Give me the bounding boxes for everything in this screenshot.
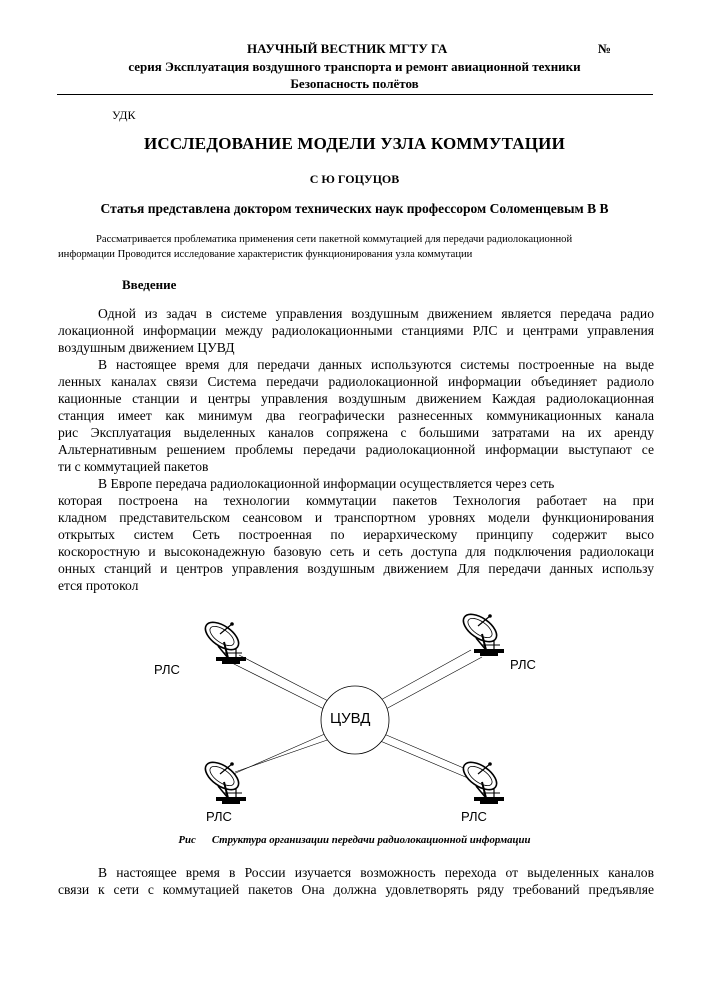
body-line: В настоящее время в России изучается возможность перехода от выделенных каналов bbox=[98, 865, 654, 880]
body-line: кационные станции и центры управления воздушным движением Каждая радиолокационная bbox=[58, 391, 654, 406]
body-line: ется протокол bbox=[58, 578, 139, 593]
body-line: кладном представительском сеансовом и транспортном уровнях модели функционирования bbox=[58, 510, 654, 525]
cuvd-label: ЦУВД bbox=[330, 710, 371, 727]
journal-series: серия Эксплуатация воздушного транспорта и ремонт авиационной техники bbox=[128, 59, 581, 74]
abstract-line: информации Проводится исследование характеристик функционирования узла коммутации bbox=[58, 249, 473, 260]
rls-label: РЛС bbox=[510, 657, 536, 672]
header-rule bbox=[57, 94, 653, 95]
rls-label: РЛС bbox=[206, 809, 232, 824]
body-line: ленных каналах связи Система передачи радиолокационной информации объединяет радиоло bbox=[58, 374, 654, 389]
rls-label: РЛС bbox=[461, 809, 487, 824]
body-line: Одной из задач в системе управления воздушным движением является передача радио bbox=[98, 306, 654, 321]
body-line: онных станций и центров управления воздушным движением Для передачи данных использу bbox=[58, 561, 654, 576]
body-line: Альтернативным решением проблемы передачи радиолокационной информации выступают се bbox=[58, 442, 654, 457]
body-text-part1 bbox=[58, 305, 654, 594]
body-text-part2 bbox=[58, 864, 654, 898]
body-line: локационной информации между радиолокационными станциями РЛС и центрами управления bbox=[58, 323, 654, 338]
radar-dish-icon bbox=[459, 757, 504, 804]
body-line: В настоящее время для передачи данных используются системы построенные на выде bbox=[98, 357, 654, 372]
radar-dish-icon bbox=[201, 617, 246, 664]
body-line: В Европе передача радиолокационной информации осуществляется через сеть bbox=[98, 476, 555, 491]
radar-dish-icon bbox=[459, 609, 504, 656]
abstract-line: Рассматривается проблематика применения сети пакетной коммутацией для передачи радиолокационной bbox=[96, 234, 573, 245]
article-title: ИССЛЕДОВАНИЕ МОДЕЛИ УЗЛА КОММУТАЦИИ bbox=[143, 134, 566, 153]
journal-title: НАУЧНЫЙ ВЕСТНИК МГТУ ГА bbox=[247, 41, 448, 56]
body-line: открытых систем Сеть построенная по иерархическому принципу содержит высо bbox=[58, 527, 654, 542]
issue-number-sign: № bbox=[598, 41, 612, 56]
body-line: связи к сети с коммутацией пакетов Она должна удовлетворять ряду требований предъявляе bbox=[58, 882, 654, 897]
abstract bbox=[58, 232, 654, 262]
figure-caption-text: Структура организации передачи радиолокационной информации bbox=[211, 834, 531, 846]
body-line: ти с коммутацией пакетов bbox=[58, 459, 209, 474]
body-line: которая построена на технологии коммутации пакетов Технология работает на при bbox=[58, 493, 654, 508]
body-line: станция имеет как минимум два географически разнесенных коммуникационных канала bbox=[58, 408, 654, 423]
radar-dish-icon bbox=[201, 757, 246, 804]
body-line: воздушным движением ЦУВД bbox=[58, 340, 235, 355]
figure-caption-prefix: Рис bbox=[178, 834, 196, 846]
body-line: коскоростную и высоконадежную базовую сеть и сеть доступа для подключения радиолокаци bbox=[58, 544, 654, 559]
body-line: рис Эксплуатация выделенных каналов сопряжена с большими затратами на их аренду bbox=[58, 425, 654, 440]
rls-label: РЛС bbox=[154, 662, 180, 677]
article-author: С Ю ГОЦУЦОВ bbox=[309, 172, 400, 186]
figure-network-diagram bbox=[0, 600, 709, 840]
udk-label: УДК bbox=[112, 108, 136, 122]
section-heading-introduction: Введение bbox=[122, 277, 177, 292]
presented-by-note: Статья представлена доктором технических наук профессором Соломенцевым В В bbox=[100, 201, 609, 216]
journal-subseries: Безопасность полётов bbox=[290, 76, 419, 91]
figure-caption bbox=[0, 834, 709, 846]
